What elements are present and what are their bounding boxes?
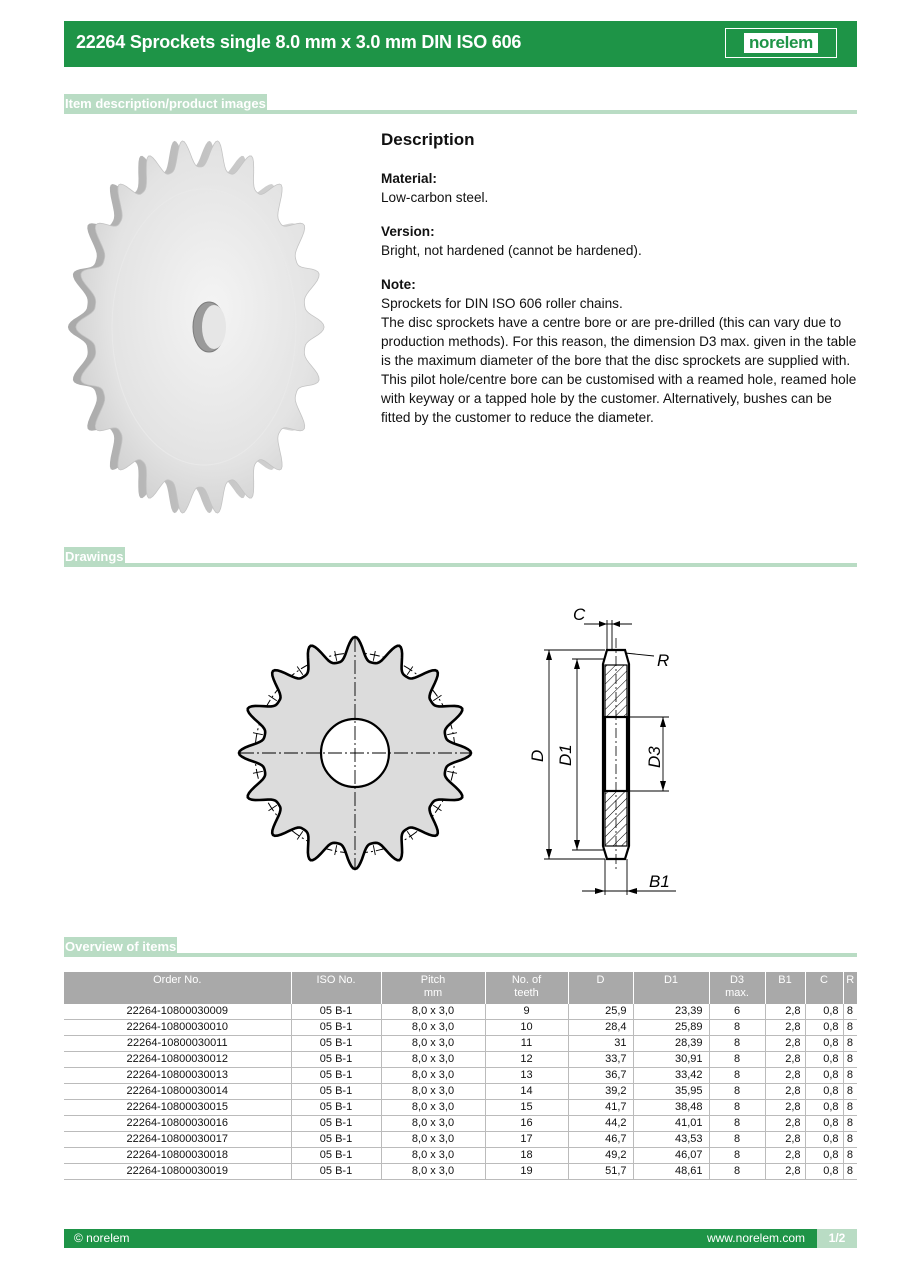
table-cell: 0,8 [805, 1164, 843, 1180]
note-line-1: Sprockets for DIN ISO 606 roller chains. [381, 296, 623, 311]
table-cell: 05 B-1 [291, 1132, 381, 1148]
table-cell: 05 B-1 [291, 1084, 381, 1100]
table-cell: 8 [843, 1036, 857, 1052]
table-cell: 18 [485, 1148, 568, 1164]
table-cell: 8 [843, 1004, 857, 1020]
table-cell: 8 [843, 1164, 857, 1180]
table-cell: 30,91 [633, 1052, 709, 1068]
table-cell: 22264-10800030015 [64, 1100, 291, 1116]
table-cell: 0,8 [805, 1100, 843, 1116]
table-cell: 8,0 x 3,0 [381, 1036, 485, 1052]
col-pitch: Pitch mm [381, 972, 485, 1004]
table-row [64, 1036, 857, 1052]
table-cell: 8 [709, 1052, 765, 1068]
col-teeth: No. of teeth [485, 972, 568, 1004]
tooth-tick [335, 651, 337, 661]
description-panel [381, 128, 859, 442]
table-cell: 8 [709, 1164, 765, 1180]
table-cell: 8,0 x 3,0 [381, 1068, 485, 1084]
table-cell: 25,9 [568, 1004, 633, 1020]
table-cell: 22264-10800030014 [64, 1084, 291, 1100]
table-cell: 49,2 [568, 1148, 633, 1164]
col-d1: D1 [633, 972, 709, 1004]
table-cell: 0,8 [805, 1004, 843, 1020]
table-cell: 8,0 x 3,0 [381, 1004, 485, 1020]
table-cell: 05 B-1 [291, 1036, 381, 1052]
note-block [381, 275, 859, 427]
col-d3: D3 max. [709, 972, 765, 1004]
table-cell: 2,8 [765, 1052, 805, 1068]
table-cell: 05 B-1 [291, 1100, 381, 1116]
table-cell: 8 [709, 1036, 765, 1052]
table-cell: 05 B-1 [291, 1148, 381, 1164]
page-title: 22264 Sprockets single 8.0 mm x 3.0 mm DIN ISO 606 [76, 32, 522, 52]
table-cell: 8,0 x 3,0 [381, 1148, 485, 1164]
front-view [239, 637, 471, 869]
table-cell: 8 [709, 1100, 765, 1116]
table-row [64, 1100, 857, 1116]
table-cell: 2,8 [765, 1132, 805, 1148]
table-cell: 0,8 [805, 1020, 843, 1036]
table-cell: 0,8 [805, 1084, 843, 1100]
table-cell: 2,8 [765, 1164, 805, 1180]
label-r: R [657, 651, 670, 670]
table-row [64, 1132, 857, 1148]
table-cell: 8,0 x 3,0 [381, 1084, 485, 1100]
table-cell: 25,89 [633, 1020, 709, 1036]
label-b1: B1 [649, 872, 670, 891]
footer-website-link[interactable]: www.norelem.com [706, 1231, 805, 1245]
tooth-tick [447, 771, 457, 773]
table-cell: 15 [485, 1100, 568, 1116]
tooth-tick [253, 733, 263, 735]
sprocket-bore-inner [202, 305, 226, 349]
table-row [64, 1068, 857, 1084]
table-row [64, 1116, 857, 1132]
table-cell: 22264-10800030010 [64, 1020, 291, 1036]
table-cell: 28,39 [633, 1036, 709, 1052]
table-cell: 8,0 x 3,0 [381, 1164, 485, 1180]
table-cell: 8 [843, 1052, 857, 1068]
table-cell: 22264-10800030013 [64, 1068, 291, 1084]
table-cell: 41,7 [568, 1100, 633, 1116]
table-cell: 05 B-1 [291, 1116, 381, 1132]
table-cell: 51,7 [568, 1164, 633, 1180]
table-cell: 8 [843, 1148, 857, 1164]
table-cell: 05 B-1 [291, 1164, 381, 1180]
table-cell: 8,0 x 3,0 [381, 1052, 485, 1068]
table-cell: 8 [843, 1020, 857, 1036]
table-cell: 2,8 [765, 1084, 805, 1100]
product-image [64, 128, 326, 526]
col-iso-no: ISO No. [291, 972, 381, 1004]
table-cell: 22264-10800030009 [64, 1004, 291, 1020]
table-cell: 0,8 [805, 1052, 843, 1068]
table-cell: 8 [843, 1068, 857, 1084]
table-cell: 22264-10800030011 [64, 1036, 291, 1052]
tooth-tick [373, 651, 375, 661]
table-cell: 8 [709, 1084, 765, 1100]
table-cell: 8 [843, 1132, 857, 1148]
table-cell: 19 [485, 1164, 568, 1180]
table-cell: 35,95 [633, 1084, 709, 1100]
col-b1: B1 [765, 972, 805, 1004]
table-cell: 8,0 x 3,0 [381, 1020, 485, 1036]
tooth-tick [253, 771, 263, 773]
page-header [64, 21, 857, 67]
table-cell: 22264-10800030018 [64, 1148, 291, 1164]
table-cell: 0,8 [805, 1068, 843, 1084]
table-row [64, 1020, 857, 1036]
logo-text: norelem [744, 33, 818, 53]
table-cell: 12 [485, 1052, 568, 1068]
table-cell: 0,8 [805, 1148, 843, 1164]
hatch-top [605, 665, 627, 717]
table-cell: 9 [485, 1004, 568, 1020]
table-cell: 8 [843, 1084, 857, 1100]
table-cell: 23,39 [633, 1004, 709, 1020]
tooth-tick [335, 845, 337, 855]
table-cell: 43,53 [633, 1132, 709, 1148]
table-cell: 39,2 [568, 1084, 633, 1100]
table-cell: 05 B-1 [291, 1052, 381, 1068]
table-cell: 2,8 [765, 1004, 805, 1020]
material-block [381, 169, 859, 207]
table-cell: 22264-10800030016 [64, 1116, 291, 1132]
section-drawings-label: Drawings [64, 547, 125, 567]
table-cell: 10 [485, 1020, 568, 1036]
table-cell: 8,0 x 3,0 [381, 1100, 485, 1116]
table-cell: 16 [485, 1116, 568, 1132]
table-header-row [64, 972, 857, 1004]
footer-page-number: 1/2 [817, 1229, 857, 1248]
table-cell: 2,8 [765, 1020, 805, 1036]
table-cell: 33,7 [568, 1052, 633, 1068]
note-label: Note: [381, 277, 416, 292]
tooth-tick [373, 845, 375, 855]
table-cell: 2,8 [765, 1068, 805, 1084]
technical-drawing [64, 580, 857, 920]
table-cell: 44,2 [568, 1116, 633, 1132]
note-line-2: The disc sprockets have a centre bore or are pre-drilled (this can vary due to production methods). For this reason, the dimension D3 max. given in the table is the maximum diameter of the bore that the disc sprockets are supplied with. This pilot hole/centre bore can be customised with a reamed hole, reamed hole with keyway or a tapped hole by the customer. Alternatively, bushes can be fitted by the customer to reduce the diameter. [381, 315, 857, 425]
table-cell: 2,8 [765, 1116, 805, 1132]
table-cell: 33,42 [633, 1068, 709, 1084]
material-value: Low-carbon steel. [381, 190, 489, 205]
norelem-logo [725, 28, 837, 58]
table-cell: 8,0 x 3,0 [381, 1132, 485, 1148]
section-drawings-header [64, 545, 857, 567]
label-d: D [528, 749, 547, 762]
table-cell: 22264-10800030019 [64, 1164, 291, 1180]
table-cell: 05 B-1 [291, 1004, 381, 1020]
table-cell: 8 [709, 1116, 765, 1132]
table-cell: 46,7 [568, 1132, 633, 1148]
table-cell: 0,8 [805, 1036, 843, 1052]
table-cell: 8,0 x 3,0 [381, 1116, 485, 1132]
page-footer [64, 1229, 857, 1248]
table-cell: 13 [485, 1068, 568, 1084]
table-cell: 05 B-1 [291, 1068, 381, 1084]
table-row [64, 1164, 857, 1180]
version-label: Version: [381, 224, 435, 239]
footer-copyright: © norelem [74, 1231, 130, 1245]
items-table-wrapper [64, 972, 857, 1180]
table-cell: 46,07 [633, 1148, 709, 1164]
table-cell: 22264-10800030012 [64, 1052, 291, 1068]
table-cell: 8 [709, 1148, 765, 1164]
table-row [64, 1148, 857, 1164]
table-cell: 38,48 [633, 1100, 709, 1116]
items-table [64, 972, 857, 1180]
description-heading: Description [381, 130, 475, 149]
table-cell: 36,7 [568, 1068, 633, 1084]
table-cell: 2,8 [765, 1148, 805, 1164]
table-cell: 8 [843, 1100, 857, 1116]
table-cell: 0,8 [805, 1132, 843, 1148]
table-cell: 31 [568, 1036, 633, 1052]
section-overview-label: Overview of items [64, 937, 177, 957]
label-d3: D3 [645, 746, 664, 768]
table-cell: 2,8 [765, 1100, 805, 1116]
label-c: C [573, 605, 586, 624]
label-d1: D1 [556, 744, 575, 766]
version-block [381, 222, 859, 260]
table-cell: 22264-10800030017 [64, 1132, 291, 1148]
table-cell: 8 [843, 1116, 857, 1132]
table-cell: 48,61 [633, 1164, 709, 1180]
table-cell: 41,01 [633, 1116, 709, 1132]
col-d: D [568, 972, 633, 1004]
table-cell: 8 [709, 1020, 765, 1036]
table-cell: 17 [485, 1132, 568, 1148]
col-c: C [805, 972, 843, 1004]
col-r: R [843, 972, 857, 1004]
table-cell: 2,8 [765, 1036, 805, 1052]
table-cell: 8 [709, 1068, 765, 1084]
tooth-tick [447, 733, 457, 735]
table-cell: 0,8 [805, 1116, 843, 1132]
table-row [64, 1052, 857, 1068]
section-images-header [64, 92, 857, 114]
section-overview-header [64, 935, 857, 957]
table-cell: 11 [485, 1036, 568, 1052]
section-images-label: Item description/product images [64, 94, 267, 114]
table-cell: 6 [709, 1004, 765, 1020]
table-cell: 28,4 [568, 1020, 633, 1036]
version-value: Bright, not hardened (cannot be hardened). [381, 243, 642, 258]
table-cell: 05 B-1 [291, 1020, 381, 1036]
table-row [64, 1004, 857, 1020]
table-row [64, 1084, 857, 1100]
material-label: Material: [381, 171, 437, 186]
table-cell: 8 [709, 1132, 765, 1148]
table-cell: 14 [485, 1084, 568, 1100]
col-order-no: Order No. [64, 972, 291, 1004]
side-view [528, 605, 676, 895]
